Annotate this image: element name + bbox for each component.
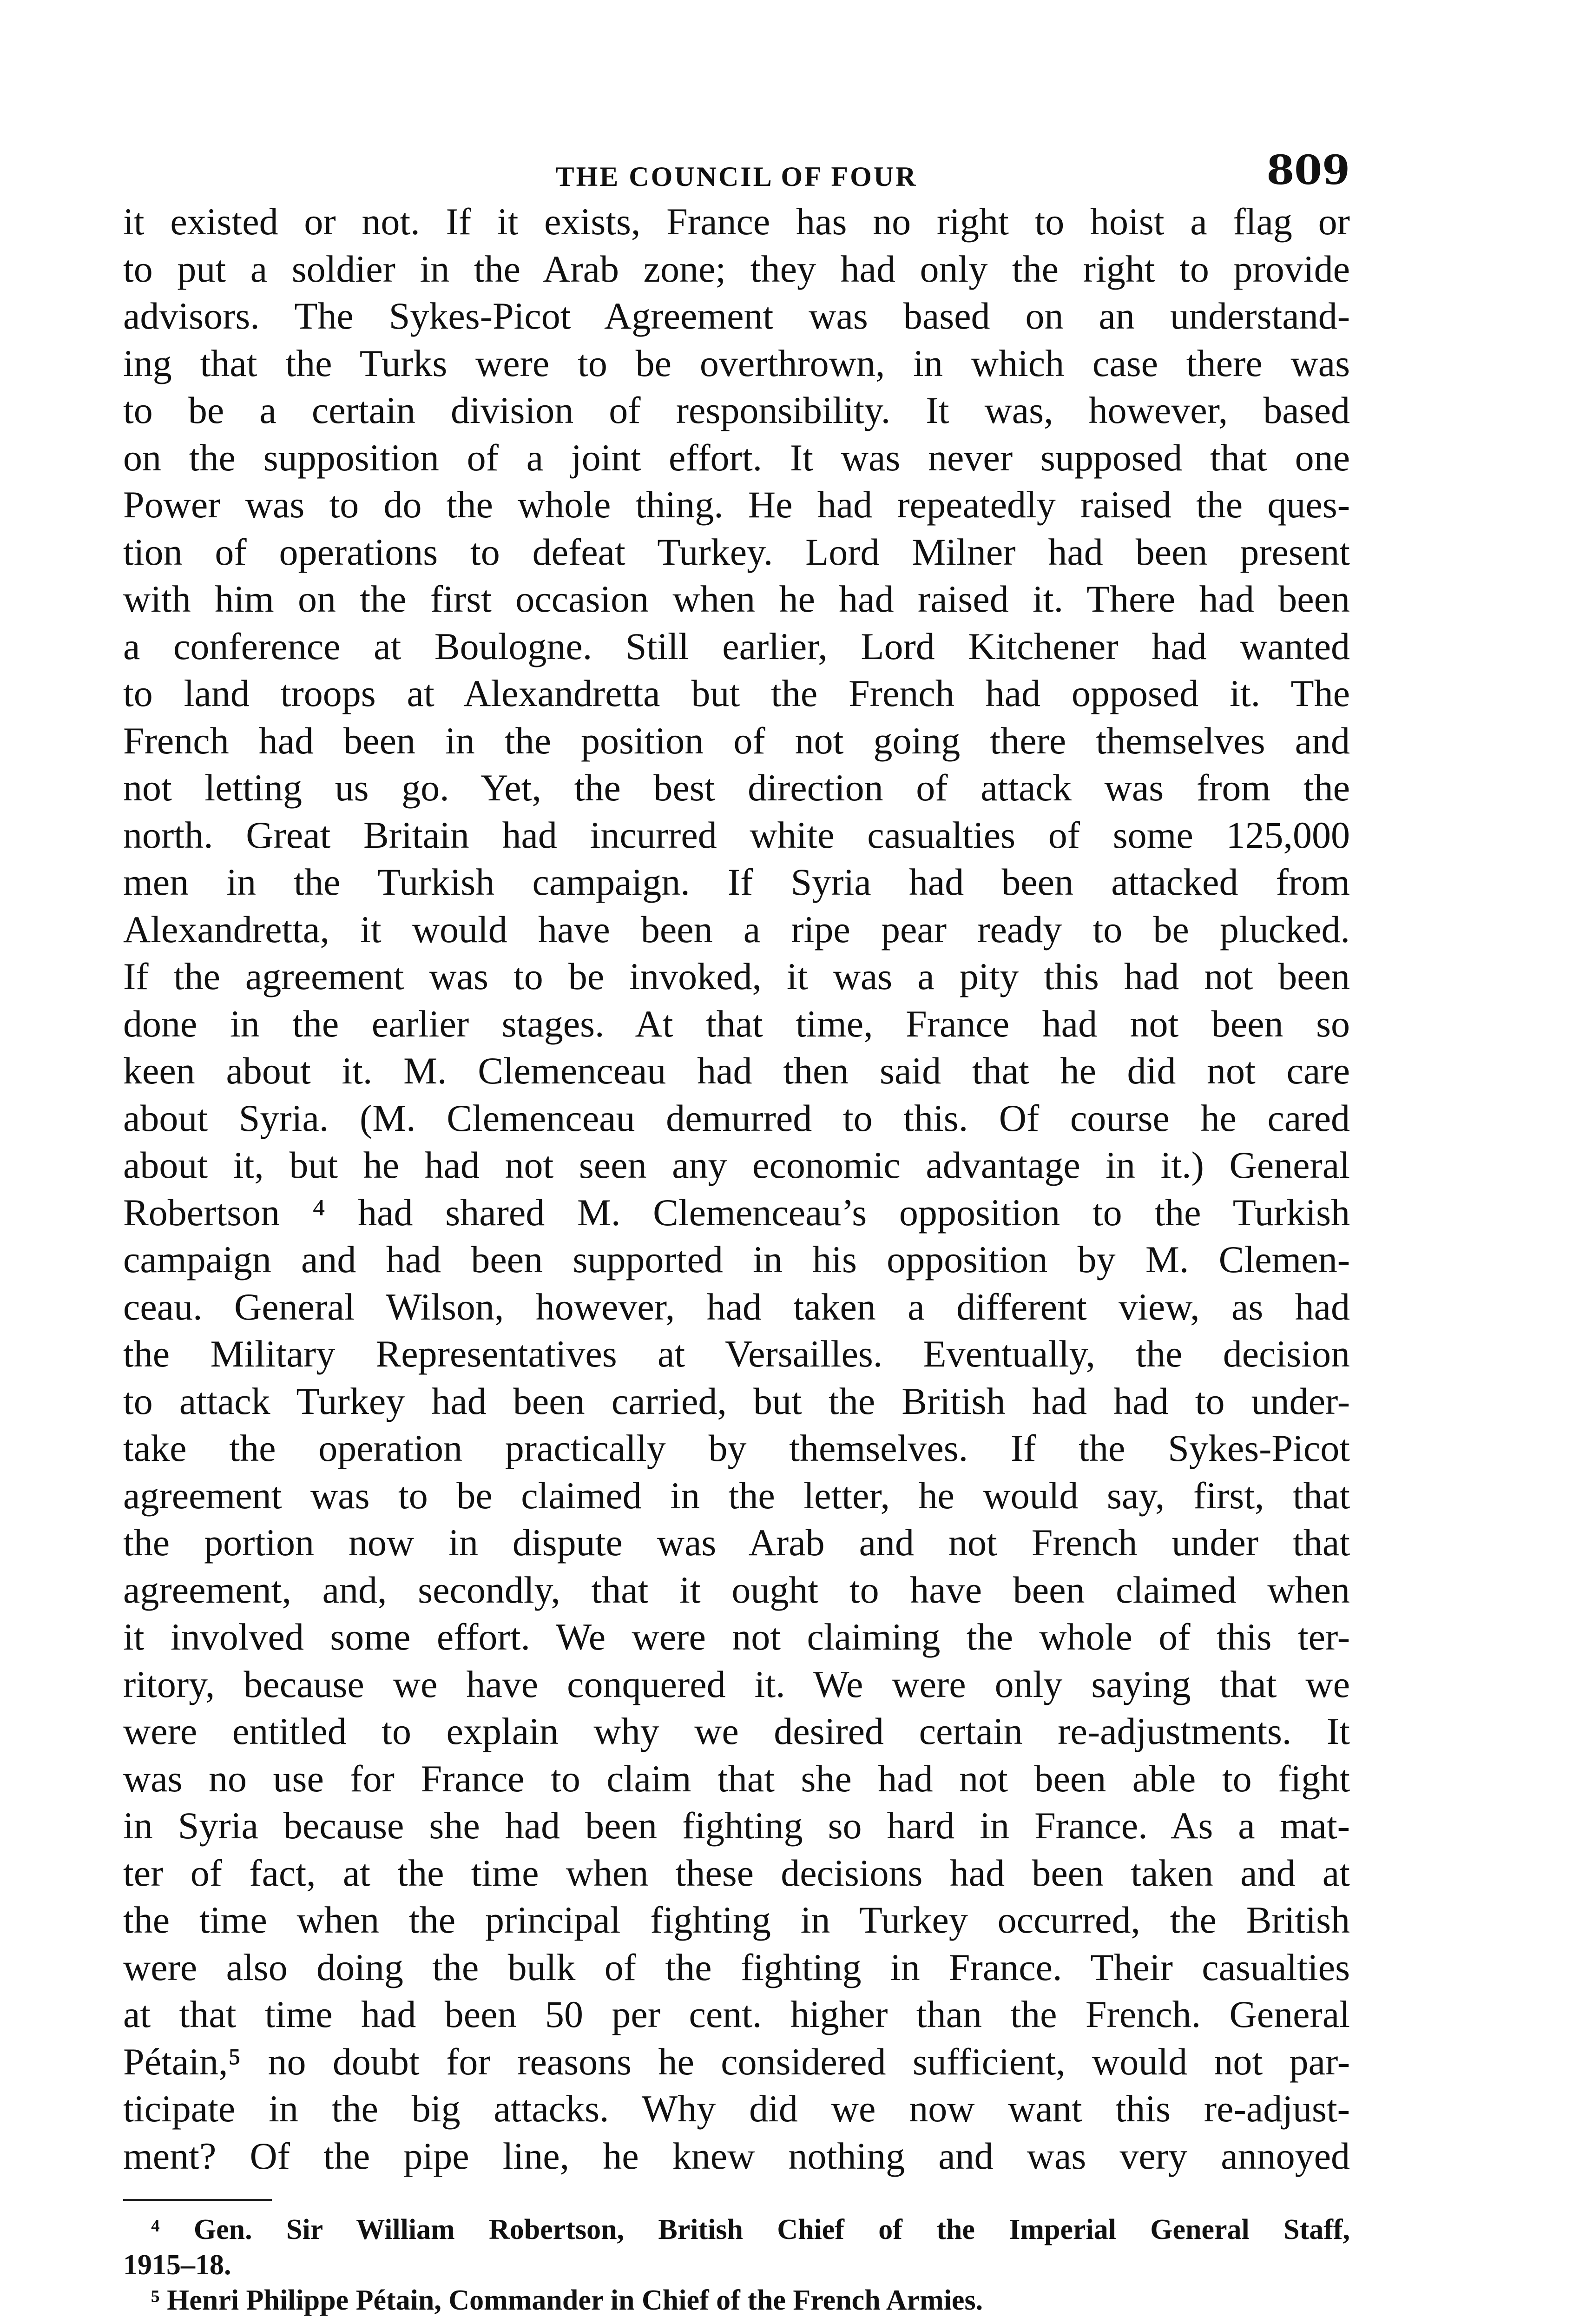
body-line: it involved some effort. We were not claiming the whole of this ter-	[123, 1616, 1350, 1658]
body-line: about Syria. (M. Clemenceau demurred to this. Of course he cared	[123, 1096, 1350, 1139]
body-line: with him on the first occasion when he had raised it. There had been	[123, 578, 1350, 620]
body-line: tion of operations to defeat Turkey. Lord Milner had been present	[123, 530, 1350, 573]
body-line: to attack Turkey had been carried, but the British had had to under-	[123, 1380, 1350, 1422]
body-line: a conference at Boulogne. Still earlier, Lord Kitchener had wanted	[123, 625, 1350, 667]
body-line: were entitled to explain why we desired certain re-adjustments. It	[123, 1710, 1350, 1752]
body-line: to be a certain division of responsibility. It was, however, based	[123, 389, 1350, 431]
page-number: 809	[1266, 147, 1350, 194]
body-line: campaign and had been supported in his opposition by M. Clemen-	[123, 1238, 1350, 1281]
body-line: ceau. General Wilson, however, had taken a different view, as had	[123, 1285, 1350, 1328]
footnote-divider	[123, 2199, 272, 2201]
body-line: done in the earlier stages. At that time, France had not been so	[123, 1002, 1350, 1045]
body-line: take the operation practically by themselves. If the Sykes-Picot	[123, 1427, 1350, 1469]
body-line: keen about it. M. Clemenceau had then said that he did not care	[123, 1050, 1350, 1092]
body-line: Pétain,⁵ no doubt for reasons he considered sufficient, would not par-	[123, 2040, 1350, 2083]
running-head-title: THE COUNCIL OF FOUR	[555, 161, 918, 192]
footnotes	[123, 2212, 1350, 2318]
body-line: not letting us go. Yet, the best direction of attack was from the	[123, 766, 1350, 809]
body-line: at that time had been 50 per cent. higher than the French. General	[123, 1993, 1350, 2035]
body-line: ing that the Turks were to be overthrown, in which case there was	[123, 342, 1350, 384]
body-line: men in the Turkish campaign. If Syria had been attacked from	[123, 861, 1350, 903]
body-line: ritory, because we have conquered it. We were only saying that we	[123, 1663, 1350, 1705]
body-line: agreement, and, secondly, that it ought to have been claimed when	[123, 1568, 1350, 1611]
body-line: ter of fact, at the time when these decisions had been taken and at	[123, 1851, 1350, 1894]
body-text	[123, 198, 1350, 2179]
body-line: the time when the principal fighting in Turkey occurred, the British	[123, 1899, 1350, 1941]
book-page	[123, 139, 1350, 2324]
body-line: it existed or not. If it exists, France has no right to hoist a flag or	[123, 200, 1350, 243]
footnote-4-line-2: 1915–18.	[123, 2249, 231, 2281]
body-line: was no use for France to claim that she had not been able to fight	[123, 1757, 1350, 1800]
body-line: If the agreement was to be invoked, it was a pity this had not been	[123, 955, 1350, 997]
body-line: Robertson ⁴ had shared M. Clemenceau’s opposition to the Turkish	[123, 1191, 1350, 1234]
body-line: Power was to do the whole thing. He had repeatedly raised the ques-	[123, 483, 1350, 526]
body-line: ticipate in the big attacks. Why did we now want this re-adjust-	[123, 2087, 1350, 2130]
body-line: in Syria because she had been fighting so hard in France. As a mat-	[123, 1804, 1350, 1847]
body-line: ment? Of the pipe line, he knew nothing and was very annoyed	[123, 2134, 1350, 2177]
body-line: Alexandretta, it would have been a ripe pear ready to be plucked.	[123, 908, 1350, 951]
body-line: the portion now in dispute was Arab and not French under that	[123, 1521, 1350, 1564]
body-line: agreement was to be claimed in the letter, he would say, first, that	[123, 1474, 1350, 1517]
body-line: advisors. The Sykes-Picot Agreement was based on an understand-	[123, 295, 1350, 337]
body-line: north. Great Britain had incurred white casualties of some 125,000	[123, 813, 1350, 856]
footnote-4-line-1: ⁴ Gen. Sir William Robertson, British Chief of the Imperial General Staff,	[151, 2214, 1350, 2245]
body-line: were also doing the bulk of the fighting in France. Their casualties	[123, 1946, 1350, 1988]
body-line: to land troops at Alexandretta but the French had opposed it. The	[123, 672, 1350, 714]
body-line: on the supposition of a joint effort. It was never supposed that one	[123, 436, 1350, 479]
footnote-5: ⁵ Henri Philippe Pétain, Commander in Chief of the French Armies.	[151, 2284, 983, 2316]
body-line: French had been in the position of not going there themselves and	[123, 719, 1350, 762]
body-line: to put a soldier in the Arab zone; they had only the right to provide	[123, 247, 1350, 290]
body-line: about it, but he had not seen any economic advantage in it.) General	[123, 1144, 1350, 1186]
body-line: the Military Representatives at Versailles. Eventually, the decision	[123, 1333, 1350, 1375]
running-head	[123, 139, 1350, 194]
